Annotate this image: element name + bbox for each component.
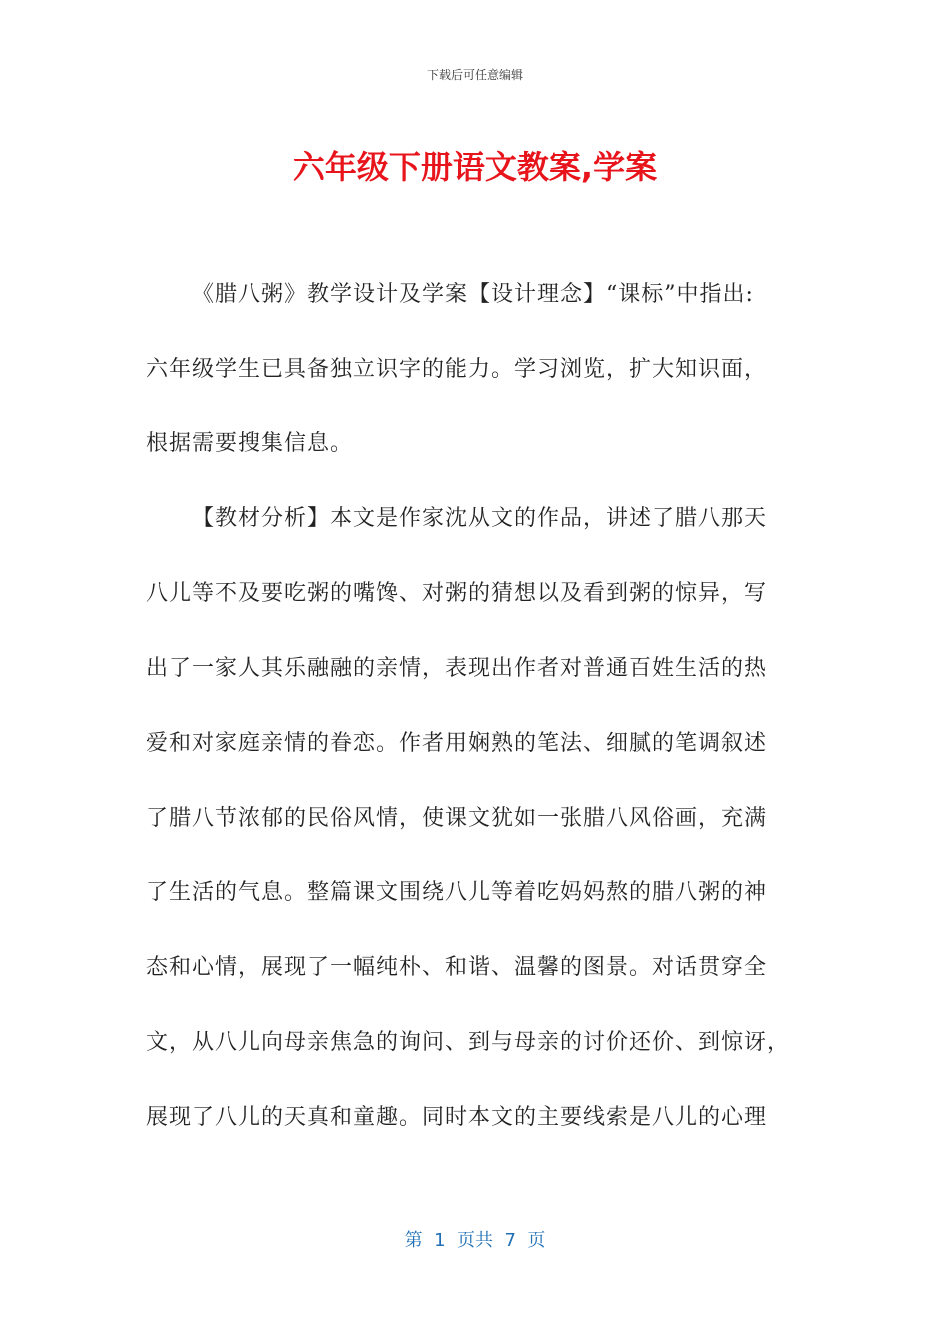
paragraph-line: 根据需要搜集信息。 xyxy=(146,431,354,456)
paragraph-line: 《腊八粥》教学设计及学案【设计理念】“课标”中指出: xyxy=(192,282,754,307)
paragraph-line: 展现了八儿的天真和童趣。同时本文的主要线索是八儿的心理 xyxy=(146,1105,768,1130)
paragraph-line: 六年级学生已具备独立识字的能力。学习浏览，扩大知识面， xyxy=(146,357,768,382)
paragraph-line: 了生活的气息。整篇课文围绕八儿等着吃妈妈熬的腊八粥的神 xyxy=(146,880,768,905)
paragraph-line: 八儿等不及要吃粥的嘴馋、对粥的猜想以及看到粥的惊异，写 xyxy=(146,581,768,606)
page-number: 第 1 页共 7 页 xyxy=(404,1230,546,1251)
document-title: 六年级下册语文教案,学案 xyxy=(292,148,658,186)
paragraph-line: 文，从八儿向母亲焦急的询问、到与母亲的讨价还价、到惊讶， xyxy=(146,1030,791,1055)
paragraph-line: 出了一家人其乐融融的亲情，表现出作者对普通百姓生活的热 xyxy=(146,656,768,681)
paragraph-line: 了腊八节浓郁的民俗风情，使课文犹如一张腊八风俗画，充满 xyxy=(146,806,768,831)
header-note: 下载后可任意编辑 xyxy=(426,68,523,82)
paragraph-line: 【教材分析】本文是作家沈从文的作品，讲述了腊八那天 xyxy=(192,506,768,531)
paragraph-line: 态和心情，展现了一幅纯朴、和谐、温馨的图景。对话贯穿全 xyxy=(146,955,768,980)
paragraph-line: 爱和对家庭亲情的眷恋。作者用娴熟的笔法、细腻的笔调叙述 xyxy=(146,731,768,756)
